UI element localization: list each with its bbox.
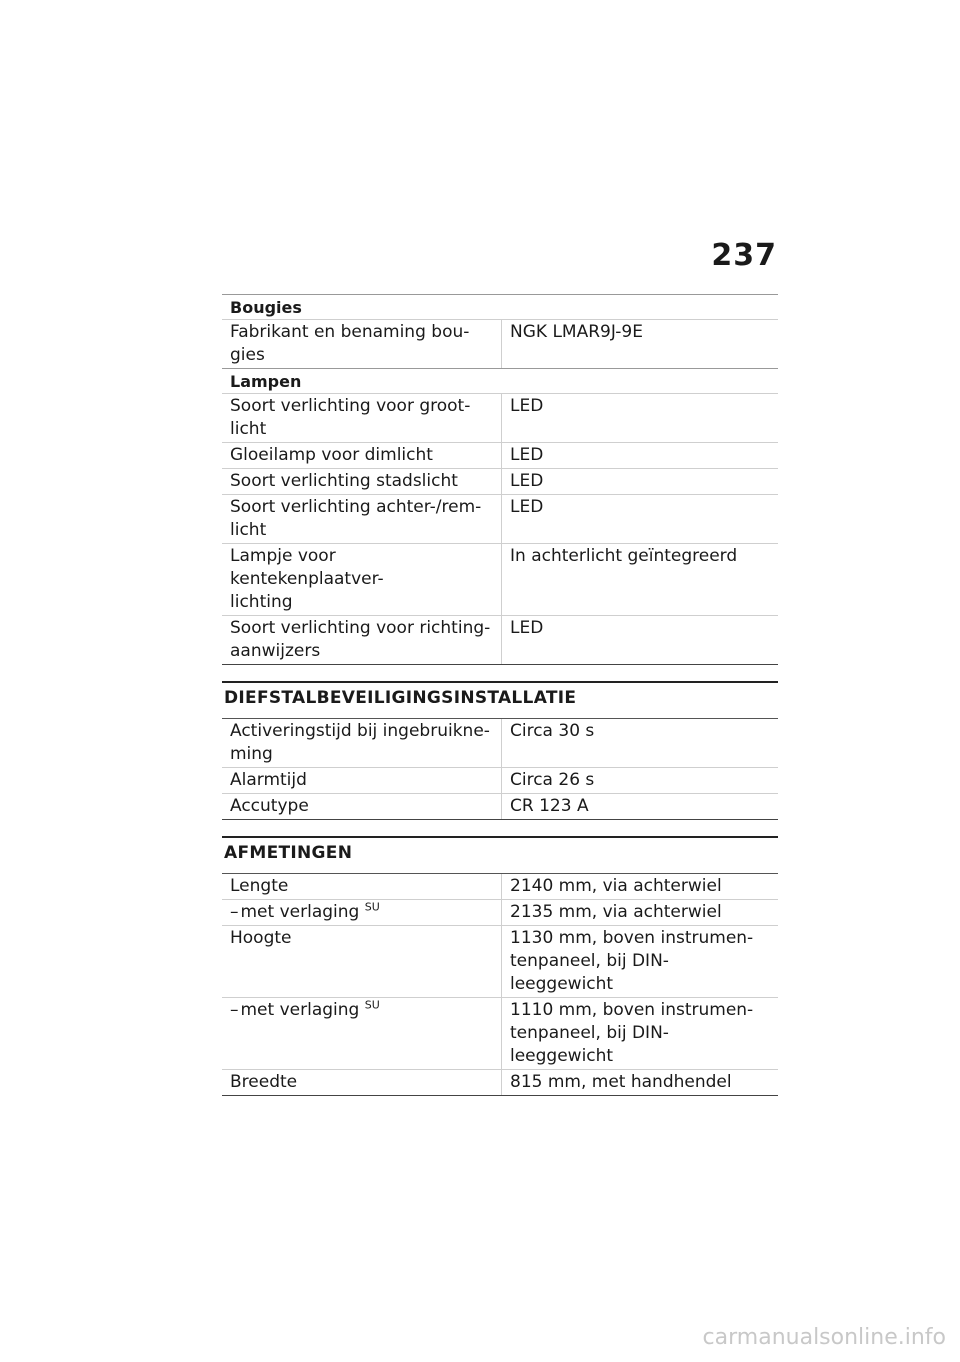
row-label: Soort verlichting achter-/rem- licht: [230, 497, 482, 540]
table-row: [222, 1069, 778, 1095]
table-row: [222, 793, 778, 819]
table-row: [222, 442, 778, 468]
table-end-rule: [222, 664, 778, 665]
row-label-text: met verlaging: [240, 902, 360, 922]
table-row: [222, 494, 778, 543]
page-number: 237: [711, 238, 777, 273]
row-value: 1130 mm, boven instrumen- tenpaneel, bij DIN-leeggewicht: [501, 926, 778, 997]
row-label: Alarmtijd: [230, 770, 307, 790]
row-value: 815 mm, met handhendel: [501, 1070, 778, 1095]
row-value: LED: [501, 469, 778, 494]
row-label: [222, 900, 501, 925]
table-row: [222, 543, 778, 615]
row-value: 1110 mm, boven instrumen- tenpaneel, bij DIN-leeggewicht: [501, 998, 778, 1069]
table-row: [222, 468, 778, 494]
table-row: [222, 718, 778, 767]
row-label: Accutype: [230, 796, 309, 816]
row-label: [222, 998, 501, 1069]
row-value: LED: [501, 443, 778, 468]
table-end-rule: [222, 1095, 778, 1096]
row-value: In achterlicht geïntegreerd: [501, 544, 778, 615]
lampen-heading: Lampen: [222, 368, 778, 393]
table-row: [222, 393, 778, 442]
table-row: [222, 319, 778, 368]
dash-marker: –: [230, 902, 239, 922]
table-row: [222, 873, 778, 899]
row-label: Gloeilamp voor dimlicht: [230, 445, 433, 465]
row-label: Fabrikant en benaming bou- gies: [230, 322, 470, 365]
table-row: [222, 899, 778, 925]
row-value: NGK LMAR9J-9E: [501, 320, 778, 368]
su-superscript: SU: [364, 900, 380, 914]
dash-marker: –: [230, 1000, 239, 1020]
afmetingen-section-title: AFMETINGEN: [222, 836, 778, 873]
watermark: carmanualsonline.info: [702, 1325, 946, 1350]
row-value: LED: [501, 616, 778, 664]
row-value: Circa 30 s: [501, 719, 778, 767]
row-label: Soort verlichting voor richting- aanwijzers: [230, 618, 491, 661]
row-label: Soort verlichting stadslicht: [230, 471, 458, 491]
spec-content: [222, 294, 778, 1096]
row-value: LED: [501, 394, 778, 442]
table-row: [222, 615, 778, 664]
row-label: Soort verlichting voor groot- licht: [230, 396, 471, 439]
bougies-heading: Bougies: [222, 294, 778, 319]
diefstal-section-title: DIEFSTALBEVEILIGINGSINSTALLATIE: [222, 681, 778, 718]
row-label: Breedte: [230, 1072, 298, 1092]
row-label: Hoogte: [230, 928, 292, 948]
row-value: LED: [501, 495, 778, 543]
row-label: Lampje voor kentekenplaatver- lichting: [230, 546, 384, 612]
table-row: [222, 997, 778, 1069]
row-value: Circa 26 s: [501, 768, 778, 793]
table-row: [222, 925, 778, 997]
row-label: Activeringstijd bij ingebruikne- ming: [230, 721, 490, 764]
row-value: CR 123 A: [501, 794, 778, 819]
table-row: [222, 767, 778, 793]
su-superscript: SU: [364, 998, 380, 1012]
row-value: 2135 mm, via achterwiel: [501, 900, 778, 925]
row-value: 2140 mm, via achterwiel: [501, 874, 778, 899]
row-label: Lengte: [230, 876, 289, 896]
table-end-rule: [222, 819, 778, 820]
row-label-text: met verlaging: [240, 1000, 360, 1020]
